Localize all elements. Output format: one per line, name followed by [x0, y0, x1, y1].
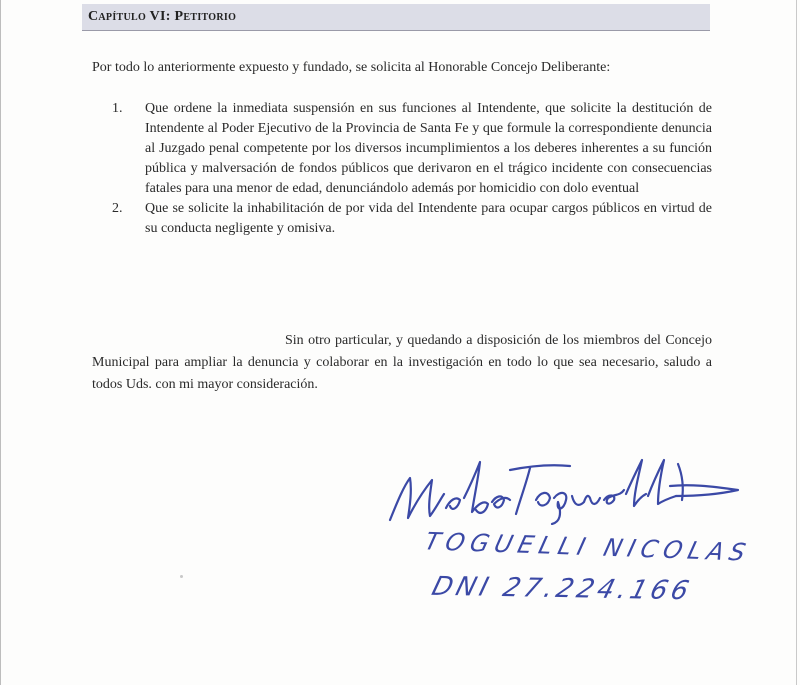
petition-number: 2.: [112, 201, 123, 216]
handwritten-signature: [380, 450, 750, 525]
page-border-right: [796, 0, 797, 685]
petition-item: [112, 99, 712, 199]
petition-item: [112, 199, 712, 239]
intro-paragraph: Por todo lo anteriormente expuesto y fundado, se solicita al Honorable Concejo Deliberante:: [92, 60, 611, 75]
petition-number: 1.: [112, 101, 123, 116]
page-border-left: [0, 0, 1, 685]
chapter-header: [82, 4, 710, 31]
petition-text: Que ordene la inmediata suspensión en sus funciones al Intendente, que solicite la destitución de Intendente al Poder Ejecutivo de la Provincia de Santa Fe y que formule la correspondiente denuncia al Juzgado penal competente por los diversos incumplimientos a los deberes inherentes a su función pública y malversación de fondos públicos que derivaron en el trágico incidente con consecuencias fatales para una menor de edad, denunciándolo además por homicidio con dolo eventual: [145, 101, 712, 196]
signatory-name: TOGUELLI NICOLAS: [421, 527, 755, 567]
signatory-dni: DNI 27.224.166: [428, 571, 696, 607]
chapter-title: Capítulo VI: Petitorio: [88, 9, 237, 24]
closing-paragraph: Sin otro particular, y quedando a disposición de los miembros del Concejo Municipal para ampliar la denuncia y colaborar en la investigación en todo lo que sea necesario, saludo a todos Uds. con mi mayor consideración.: [92, 333, 712, 392]
scan-speck: [180, 575, 183, 578]
petition-text: Que se solicite la inhabilitación de por vida del Intendente para ocupar cargos públicos en virtud de su conducta negligente y omisiva.: [145, 201, 712, 236]
petition-list: [112, 99, 712, 239]
